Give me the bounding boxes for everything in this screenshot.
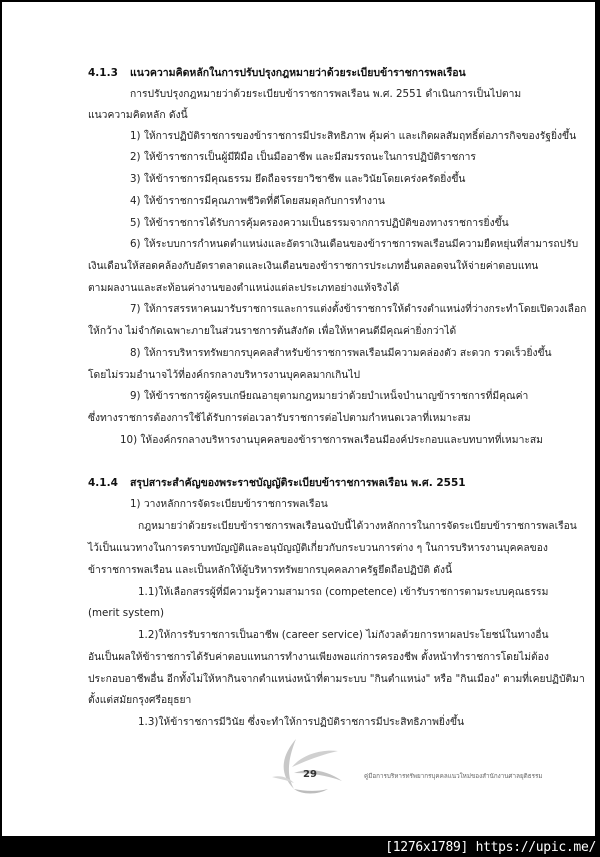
- list-item: 1.3)ให้ข้าราชการมีวินัย ซึ่งจะทำให้การปฏิบัติราชการมีประสิทธิภาพยิ่งขึ้น: [138, 716, 465, 728]
- list-item: 10) ให้องค์กรกลางบริหารงานบุคคลของข้าราชการพลเรือนมีองค์ประกอบและบทบาทที่เหมาะสม: [120, 434, 543, 446]
- list-item-continuation: ซึ่งทางราชการต้องการใช้ได้รับการต่อเวลารับราชการต่อไปตามกำหนดเวลาที่เหมาะสม: [88, 412, 471, 424]
- list-item: 1.1)ให้เลือกสรรผู้ที่มีความรู้ความสามารถ (competence) เข้ารับราชการตามระบบคุณธรรม: [138, 586, 549, 598]
- footer-title: คู่มือการบริหารทรัพยากรบุคคลแนวใหม่ของสำนักงานศาลยุติธรรม: [364, 773, 543, 780]
- section-number: 4.1.4: [88, 477, 118, 489]
- list-item-continuation: ตั้งแต่สมัยกรุงศรีอยุธยา: [88, 694, 192, 706]
- decorative-swirl-icon: [272, 737, 352, 797]
- section-title: แนวความคิดหลักในการปรับปรุงกฎหมายว่าด้วยระเบียบข้าราชการพลเรือน: [130, 67, 466, 79]
- list-item: 9) ให้ข้าราชการผู้ครบเกษียณอายุตามกฎหมายว่าด้วยบำเหน็จบำนาญข้าราชการที่มีคุณค่า: [130, 390, 529, 402]
- list-item: 1.2)ให้การรับราชการเป็นอาชีพ (career service) ไม่กังวลด้วยการหาผลประโยชน์ในทางอื่น: [138, 629, 549, 641]
- list-item: 6) ให้ระบบการกำหนดตำแหน่งและอัตราเงินเดือนของข้าราชการพลเรือนมีความยืดหยุ่นที่สามารถปรับ: [130, 238, 579, 250]
- section-title: สรุปสาระสำคัญของพระราชบัญญัติระเบียบข้าราชการพลเรือน พ.ศ. 2551: [130, 477, 466, 489]
- subheading: 1) วางหลักการจัดระเบียบข้าราชการพลเรือน: [130, 498, 328, 510]
- section-heading-4-1-3: [88, 66, 466, 80]
- list-item: 5) ให้ข้าราชการได้รับการคุ้มครองความเป็นธรรมจากการปฏิบัติของทางราชการยิ่งขึ้น: [130, 217, 509, 229]
- list-item: 7) ให้การสรรหาคนมารับราชการและการแต่งตั้งข้าราชการให้ดำรงตำแหน่งที่ว่างกระทำโดยเปิดวงเลือก: [130, 303, 587, 315]
- paragraph-line: การปรับปรุงกฎหมายว่าด้วยระเบียบข้าราชการพลเรือน พ.ศ. 2551 ดำเนินการเป็นไปตาม: [130, 88, 522, 100]
- list-item: 2) ให้ข้าราชการเป็นผู้มีฝีมือ เป็นมืออาชีพ และมีสมรรถนะในการปฏิบัติราชการ: [130, 151, 476, 163]
- section-number: 4.1.3: [88, 67, 118, 79]
- list-item-continuation: (merit system): [88, 607, 165, 619]
- list-item: 4) ให้ข้าราชการมีคุณภาพชีวิตที่ดีโดยสมดุลกับการทำงาน: [130, 195, 385, 207]
- list-item-continuation: ให้กว้าง ไม่จำกัดเฉพาะภายในส่วนราชการต้นสังกัด เพื่อให้หาคนดีมีคุณค่ายิ่งกว่าได้: [88, 325, 457, 337]
- list-item-continuation: โดยไม่รวมอำนาจไว้ที่องค์กรกลางบริหารงานบุคคลมากเกินไป: [88, 369, 361, 381]
- list-item-continuation: ตามผลงานและสะท้อนค่างานของตำแหน่งแต่ละประเภทอย่างแท้จริงได้: [88, 282, 400, 294]
- list-item: 8) ให้การบริหารทรัพยากรบุคคลสำหรับข้าราชการพลเรือนมีความคล่องตัว สะดวก รวดเร็วยิ่งขึ้น: [130, 347, 552, 359]
- paragraph-line: ข้าราชการพลเรือน และเป็นหลักให้ผู้บริหารทรัพยากรบุคคลภาครัฐยึดถือปฏิบัติ ดังนี้: [88, 564, 453, 576]
- list-item: 3) ให้ข้าราชการมีคุณธรรม ยึดถือจรรยาวิชาชีพ และวินัยโดยเคร่งครัดยิ่งขึ้น: [130, 173, 466, 185]
- paragraph-line: กฎหมายว่าด้วยระเบียบข้าราชการพลเรือนฉบับนี้ได้วางหลักการในการจัดระเบียบข้าราชการพลเรือน: [138, 520, 577, 532]
- list-item-continuation: อันเป็นผลให้ข้าราชการได้รับค่าตอบแทนการทำงานเพียงพอแก่การครองชีพ ตั้งหน้าทำราชการโดยไม่ต้อง: [88, 651, 549, 663]
- page-number: 29: [303, 769, 317, 780]
- section-heading-4-1-4: [88, 476, 466, 490]
- paragraph-line: แนวความคิดหลัก ดังนี้: [88, 109, 188, 121]
- image-watermark: [1276x1789] https://upic.me/: [385, 840, 596, 855]
- list-item: 1) ให้การปฏิบัติราชการของข้าราชการมีประสิทธิภาพ คุ้มค่า และเกิดผลสัมฤทธิ์ต่อภารกิจของรัฐยิ่งขึ้น: [130, 130, 577, 142]
- document-page: [2, 2, 595, 836]
- paragraph-line: ไว้เป็นแนวทางในการตราบทบัญญัติและอนุบัญญัติเกี่ยวกับกระบวนการต่าง ๆ ในการบริหารงานบุคคลของ: [88, 542, 548, 554]
- list-item-continuation: เงินเดือนให้สอดคล้องกับอัตราตลาดและเงินเดือนของข้าราชการประเภทอื่นตลอดจนให้จ่ายค่าตอบแทน: [88, 260, 539, 272]
- list-item-continuation: ประกอบอาชีพอื่น อีกทั้งไม่ให้หากินจากตำแหน่งหน้าที่ตามระบบ "กินตำแหน่ง" หรือ "กินเมือง" ตามที่เคยปฏิบัติมา: [88, 673, 585, 685]
